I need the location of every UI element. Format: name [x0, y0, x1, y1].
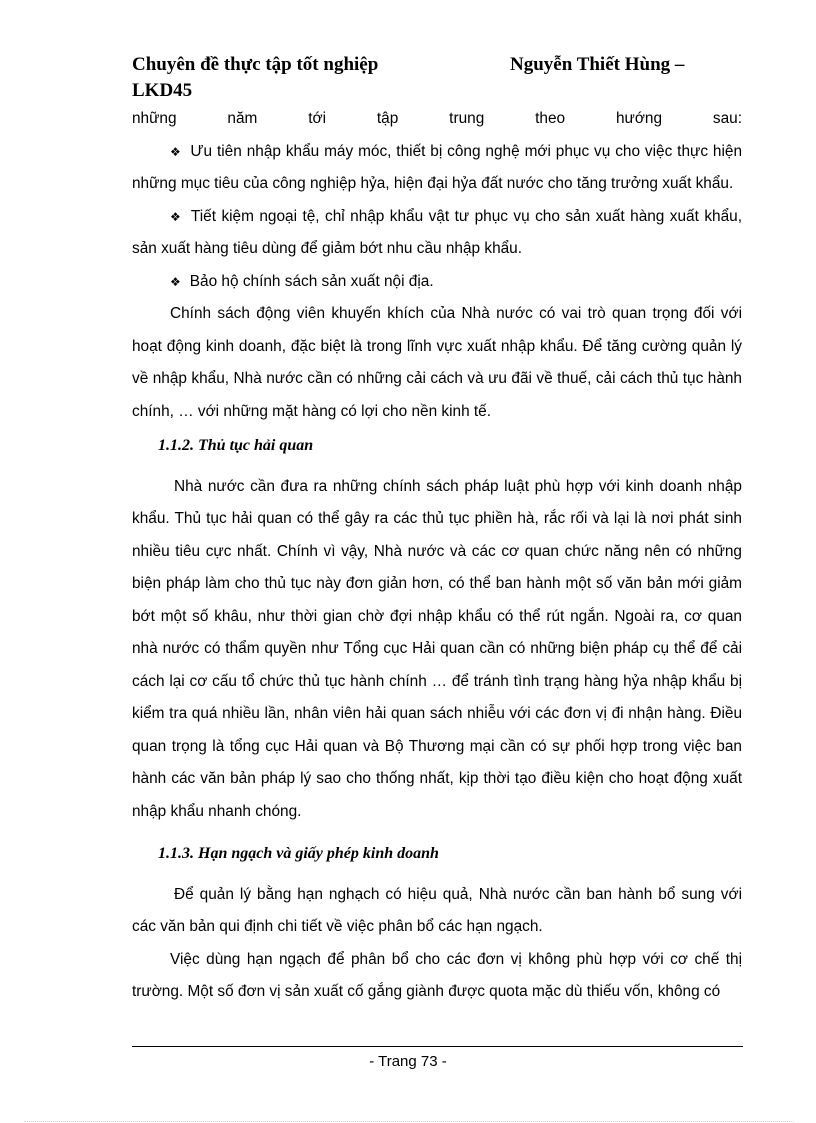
header-class-code: LKD45	[132, 80, 193, 101]
bullet-item	[132, 136, 742, 201]
bullet-item	[132, 201, 742, 266]
intro-line: những năm tới tập trung theo hướng sau:	[132, 110, 742, 127]
header-document-title: Chuyên đề thực tập tốt nghiệp	[132, 54, 379, 75]
bullet-text: Bảo hộ chính sách sản xuất nội địa.	[189, 272, 434, 290]
diamond-bullet-icon: ❖	[170, 209, 182, 224]
document-body	[132, 103, 742, 1009]
diamond-bullet-icon: ❖	[170, 274, 181, 289]
footer-divider	[132, 1046, 743, 1047]
bullet-text: Tiết kiệm ngoại tệ, chỉ nhập khẩu vật tư phục vụ cho sản xuất hàng xuất khẩu, sản xuất hàng tiêu dùng để giảm bớt nhu cầu nhập khẩu.	[132, 207, 742, 257]
diamond-bullet-icon: ❖	[170, 144, 182, 159]
page-edge-divider	[24, 1121, 794, 1122]
header-author: Nguyễn Thiết Hùng –	[510, 54, 685, 75]
section-heading-customs: 1.1.2. Thủ tục hải quan	[158, 437, 314, 454]
paragraph-quota-management: Để quản lý bằng hạn nghạch có hiệu quả, Nhà nước cần ban hành bổ sung với các văn bản qui định chi tiết về việc phân bổ các hạn ngạch.	[132, 885, 742, 935]
bullet-text: Ưu tiên nhập khẩu máy móc, thiết bị công nghệ mới phục vụ cho việc thực hiện những mục tiêu của công nghiệp hỷa, hiện đại hỷa đất nước cho tăng trưởng xuất khẩu.	[132, 142, 743, 192]
paragraph-customs: Nhà nước cần đưa ra những chính sách pháp luật phù hợp với kinh doanh nhập khẩu. Thủ tục hải quan có thể gây ra các thủ tục phiền hà, rắc rối và lại là nơi phát sinh nhiều tiêu cực nhất. Chính vì vậy, Nhà nước và các cơ quan chức năng nên có những biện pháp làm cho thủ tục này đơn giản hơn, có thể ban hành một số văn bản mới giảm bớt một số khâu, như thời gian chờ đợi nhập khẩu có thể rút ngắn. Ngoài ra, cơ quan nhà nước có thẩm quyền như Tổng cục Hải quan cần có những biện pháp cụ thể để cải cách lại cơ cấu tổ chức thủ tục hành chính … để tránh tình trạng hàng hỷa nhập khẩu bị kiểm tra quá nhiều lần, nhân viên hải quan sách nhiễu với các đơn vị đi nhận hàng. Điều quan trọng là tổng cục Hải quan và Bộ Thương mại cần có sự phối hợp trong việc ban hành các văn bản pháp lý sao cho thống nhất, kịp thời tạo điều kiện cho hoạt động xuất nhập khẩu nhanh chóng.	[132, 477, 742, 820]
paragraph-policy: Chính sách động viên khuyến khích của Nhà nước có vai trò quan trọng đối với hoạt động kinh doanh, đặc biệt là trong lĩnh vực xuất nhập khẩu. Để tăng cường quản lý về nhập khẩu, Nhà nước cần có những cải cách và ưu đãi về thuế, cải cách thủ tục hành chính, … với những mặt hàng có lợi cho nền kinh tế.	[132, 305, 742, 420]
bullet-item	[132, 266, 742, 299]
paragraph-quota-allocation: Việc dùng hạn ngạch để phân bổ cho các đơn vị không phù hợp với cơ chế thị trường. Một số đơn vị sản xuất cố gắng giành được quota mặc dù thiếu vốn, không có	[132, 950, 742, 1000]
page-number: - Trang 73 -	[369, 1053, 447, 1070]
section-heading-quota: 1.1.3. Hạn ngạch và giấy phép kinh doanh	[158, 845, 439, 862]
